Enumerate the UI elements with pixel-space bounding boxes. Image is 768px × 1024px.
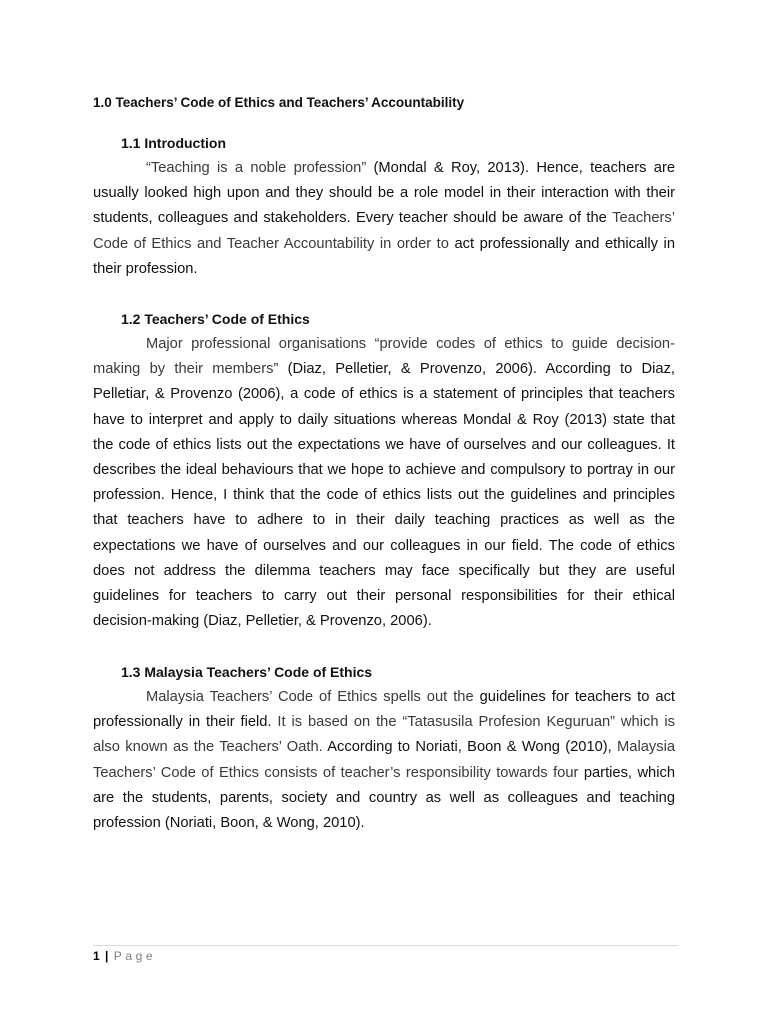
paragraph-introduction bbox=[93, 156, 675, 282]
paragraph-malaysia-code bbox=[93, 685, 675, 836]
body-text: (Diaz, Pelletier, & Provenzo, 2006). According to Diaz, Pelletiar, & Provenzo (2006), a code of ethics is a statement of principles that teachers have to interpret and apply to daily situations whereas Mondal & Roy (2013) state that the code of ethics lists out the expectations we have of ourselves and our colleagues. It describes the ideal behaviours that we hope to achieve and compulsory to portray in our profession. Hence, I think that the code of ethics lists out the guidelines and principles that teachers have to adhere to in their daily teaching practices as well as the expectations we have of ourselves and our colleagues in our field. The code of ethics does not address the dilemma teachers may face specifically but they are useful guidelines for teachers to carry out their personal responsibilities for their ethical decision-making (Diaz, Pelletier, & Provenzo, 2006). bbox=[93, 361, 675, 630]
paragraph-teachers-code bbox=[93, 332, 675, 634]
section-heading-malaysia-code: 1.3 Malaysia Teachers’ Code of Ethics bbox=[121, 664, 373, 680]
section-heading-introduction: 1.1 Introduction bbox=[121, 135, 226, 151]
page-separator: | bbox=[105, 949, 109, 963]
body-text: According to Noriati, Boon & Wong (2010), bbox=[322, 739, 618, 756]
body-text-soft: Malaysia Teachers’ Code of Ethics consists of teacher’s responsibility towards four bbox=[93, 739, 676, 781]
body-text-soft: It is based on the “Tatasusila Profesion Keguruan” which is also known as the Teachers’ Oath. bbox=[93, 714, 675, 756]
body-text: act professionally and ethically in their profession. bbox=[93, 235, 675, 277]
body-text: guidelines for teachers to act professionally in their field. bbox=[93, 689, 675, 731]
page-footer bbox=[93, 948, 156, 964]
footer-divider bbox=[93, 945, 678, 946]
body-text-soft: Teachers’ Code of Ethics and Teacher Accountability in order to bbox=[93, 210, 675, 252]
page-label: Page bbox=[113, 949, 157, 963]
body-text-soft: Malaysia Teachers’ Code of Ethics spells out the bbox=[146, 689, 474, 705]
quote-text: “Teaching is a noble profession” bbox=[146, 160, 367, 176]
document-title: 1.0 Teachers’ Code of Ethics and Teachers’ Accountability bbox=[93, 95, 465, 110]
page-number: 1 bbox=[93, 949, 100, 963]
section-heading-teachers-code: 1.2 Teachers’ Code of Ethics bbox=[121, 311, 310, 327]
quote-text: Major professional organisations “provide codes of ethics to guide decision-making by their members” bbox=[93, 336, 675, 378]
body-text: (Mondal & Roy, 2013). Hence, teachers are usually looked high upon and they should be a role model in their interaction with their students, colleagues and stakeholders. Every teacher should be aware of the bbox=[93, 160, 676, 227]
body-text: parties, which are the students, parents, society and country as well as colleagues and teaching profession (Noriati, Boon, & Wong, 2010). bbox=[93, 764, 675, 832]
